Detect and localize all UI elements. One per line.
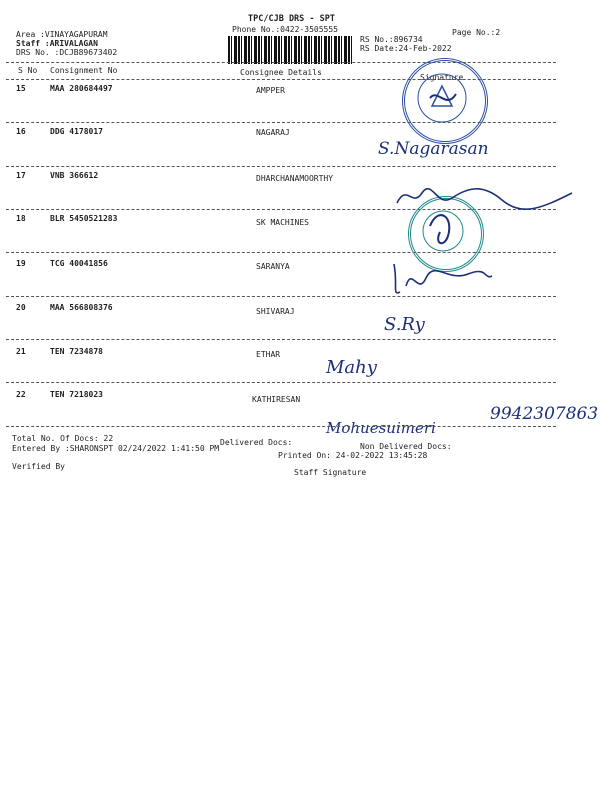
row-consignee: SARANYA xyxy=(256,262,290,271)
row-consignee: DHARCHANAMOORTHY xyxy=(256,174,334,183)
row-consignment: BLR 5450521283 xyxy=(50,214,118,223)
document-title: TPC/CJB DRS - SPT xyxy=(248,14,335,24)
row-rule xyxy=(6,339,556,340)
column-signature: Signature xyxy=(420,73,464,82)
handwritten-signature: S.Nagarasan xyxy=(378,139,489,159)
row-consignee: KATHIRESAN xyxy=(252,395,301,404)
printed-on: Printed On: 24-02-2022 13:45:28 xyxy=(278,451,428,460)
handwritten-signature: Mohuesuimeri xyxy=(326,419,436,437)
drs-number: DRS No. :DCJB89673402 xyxy=(16,48,118,57)
row-rule xyxy=(6,382,556,383)
row-consignee: ETHAR xyxy=(256,350,281,359)
rs-number: RS No.:896734 xyxy=(360,35,423,44)
row-consignment: TCG 40041856 xyxy=(50,259,108,268)
handwritten-phone: 9942307863 xyxy=(490,404,599,424)
handwritten-signature: Mahy xyxy=(326,357,377,378)
row-consignment: VNB 366612 xyxy=(50,171,99,180)
row-sno: 17 xyxy=(16,171,26,180)
staff-label: Staff :ARIVALAGAN xyxy=(16,39,98,48)
row-rule xyxy=(6,426,556,427)
row-consignee: AMPPER xyxy=(256,86,285,95)
delivered-docs: Delivered Docs: xyxy=(220,438,293,447)
row-sno: 22 xyxy=(16,390,26,399)
row-rule xyxy=(6,166,556,167)
row-sno: 20 xyxy=(16,303,26,312)
row-consignment: TEN 7234878 xyxy=(50,347,103,356)
row-sno: 19 xyxy=(16,259,26,268)
row-sno: 21 xyxy=(16,347,26,356)
rs-date: RS Date:24-Feb-2022 xyxy=(360,44,452,53)
scribble-signature-icon xyxy=(388,256,498,300)
barcode xyxy=(228,36,352,64)
column-consignee: Consignee Details xyxy=(240,68,322,77)
non-delivered-docs: Non Delivered Docs: xyxy=(360,442,452,451)
company-stamp xyxy=(402,58,488,144)
row-consignment: MAA 280684497 xyxy=(50,84,113,93)
row-consignee: SHIVARAJ xyxy=(256,307,295,316)
row-sno: 16 xyxy=(16,127,26,136)
handwritten-signature: S.Ry xyxy=(384,314,425,335)
column-consignment: Consignment No xyxy=(50,66,118,75)
page-number: Page No.:2 xyxy=(452,28,501,37)
row-consignee: NAGARAJ xyxy=(256,128,290,137)
row-consignment: TEN 7218023 xyxy=(50,390,103,399)
verified-by: Verified By xyxy=(12,462,65,471)
row-consignee: SK MACHINES xyxy=(256,218,309,227)
stamp-emblem-icon xyxy=(402,58,482,138)
row-sno: 15 xyxy=(16,84,26,93)
row-consignment: DDG 4178017 xyxy=(50,127,103,136)
area-label: Area :VINAYAGAPURAM xyxy=(16,30,108,39)
staff-signature-label: Staff Signature xyxy=(294,468,367,477)
row-sno: 18 xyxy=(16,214,26,223)
entered-by: Entered By :SHARONSPT 02/24/2022 1:41:50 PM xyxy=(12,444,220,453)
scribble-signature-icon xyxy=(392,178,582,218)
column-sno: S No xyxy=(18,66,38,75)
row-consignment: MAA 566808376 xyxy=(50,303,113,312)
phone-number: Phone No.:0422-3505555 xyxy=(232,25,338,34)
total-docs: Total No. Of Docs: 22 xyxy=(12,434,114,443)
